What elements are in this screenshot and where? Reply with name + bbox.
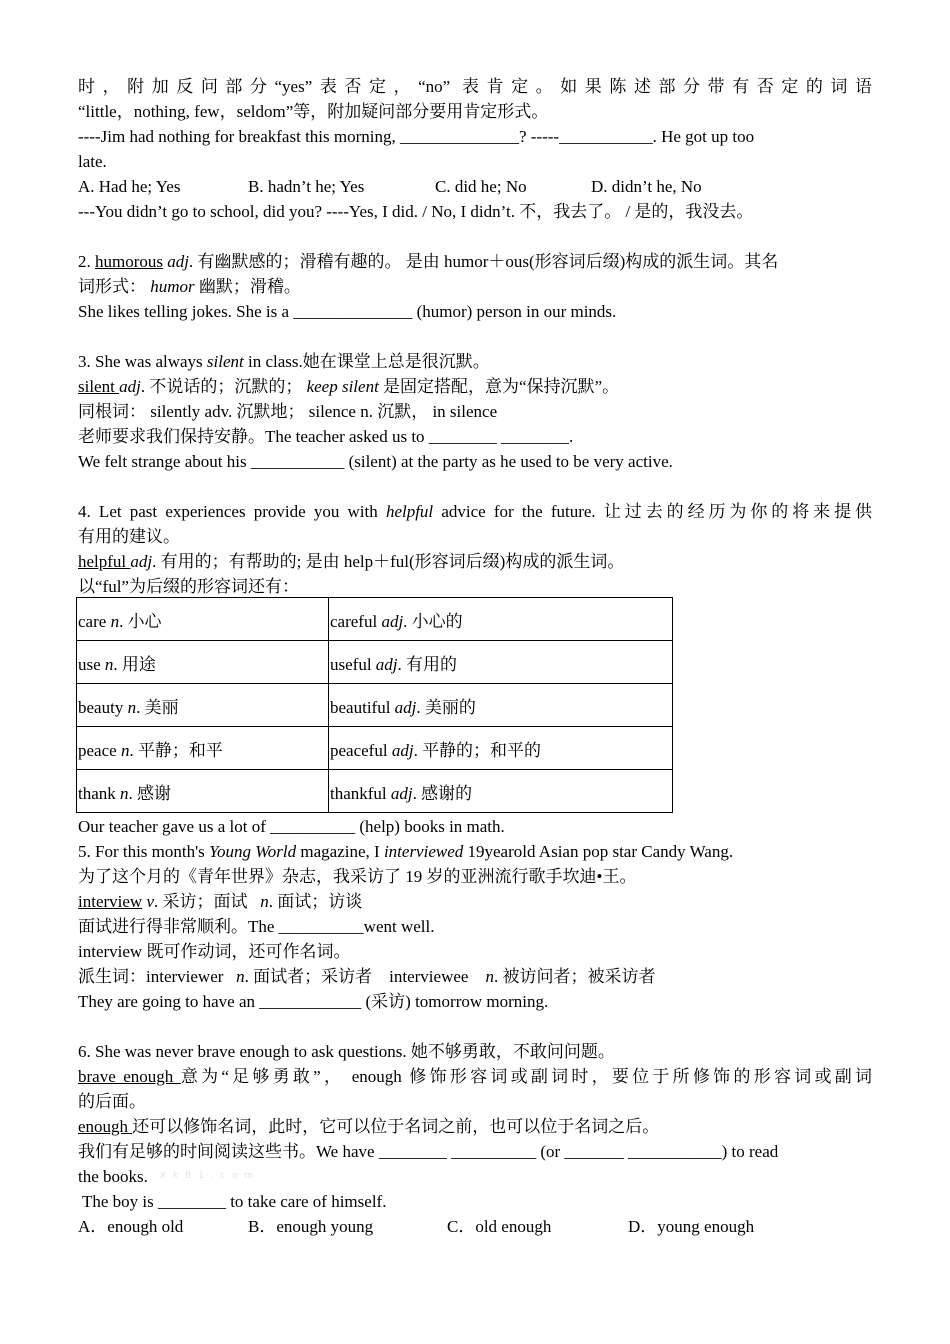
adjective-word: peaceful — [330, 740, 392, 760]
intro-line-2: “little，nothing, few，seldom”等，附加疑问部分要用肯定形式。 — [78, 102, 549, 121]
ful-table-row — [77, 727, 673, 770]
s2-noun-form — [78, 274, 872, 299]
s6-sentence: 6. She was never brave enough to ask questions. 她不够勇敢，不敢问问题。 — [78, 1042, 615, 1061]
noun-cell — [77, 684, 329, 727]
s4-text: 4. Let past experiences provide you with — [78, 502, 386, 521]
adjective-cell — [329, 727, 673, 770]
s2-noun-def: 幽默；滑稽。 — [194, 277, 301, 296]
noun-cell — [77, 727, 329, 770]
s5-deriv-1: 派生词：interviewer — [78, 967, 237, 986]
definition: . 用途 — [113, 654, 156, 674]
adjective-cell — [329, 598, 673, 641]
part-of-speech: adj — [391, 740, 414, 760]
adjective-word: beautiful — [330, 697, 395, 717]
s5-definition — [78, 889, 872, 914]
part-of-speech: adj — [390, 783, 413, 803]
part-of-speech: n — [104, 654, 114, 674]
noun-cell — [77, 598, 329, 641]
s6-exercise-1-cont: the books. — [78, 1167, 148, 1186]
s5-deriv-2-pos: n — [485, 967, 494, 986]
s5-def-v: . 采访；面试 — [154, 892, 261, 911]
adjective-word: useful — [330, 654, 376, 674]
definition: . 有用的 — [397, 654, 458, 674]
s3-exercise-1: 老师要求我们保持安静。The teacher asked us to ________ ________. — [78, 427, 574, 446]
s5-note: interview 既可作动词，还可作名词。 — [78, 942, 351, 961]
s6-def: 意为“足够勇敢”， enough 修饰形容词或副词时，要位于所修饰的形容词或副词 — [180, 1067, 872, 1086]
s4-definition — [78, 549, 872, 574]
adjective-word: thankful — [330, 783, 391, 803]
part-of-speech: adj — [381, 611, 404, 631]
s5-sentence — [78, 839, 872, 864]
s5-pos-n: n — [260, 892, 269, 911]
s3-def: . 不说话的；沉默的； — [140, 377, 303, 396]
ful-suffix-table — [76, 597, 673, 813]
s6-enough-word: enough — [78, 1117, 133, 1136]
s6-option-a: A．enough old — [78, 1217, 184, 1236]
s4-sentence-cont: 有用的建议。 — [78, 527, 180, 546]
s6-enough-def: 还可以修饰名词，此时，它可以位于名词之前，也可以位于名词之后。 — [132, 1117, 660, 1136]
option-c: C. did he; No — [435, 177, 527, 196]
s3-text: 3. She was always — [78, 352, 207, 371]
s3-exercise-2: We felt strange about his ___________ (silent) at the party as he used to be very active. — [78, 452, 673, 471]
s2-exercise: She likes telling jokes. She is a ______________ (humor) person in our minds. — [78, 302, 617, 321]
noun-word: thank — [78, 783, 121, 803]
intro-options — [78, 174, 872, 199]
s5-def-n: . 面试；访谈 — [268, 892, 363, 911]
s2-definition — [78, 249, 872, 274]
intro-example: ---You didn’t go to school, did you? ----Yes, I did. / No, I didn’t. 不，我去了。 / 是的，我没去。 — [78, 202, 754, 221]
option-a: A. Had he; Yes — [78, 177, 181, 196]
s3-phrase: keep silent — [306, 377, 379, 396]
s6-enough-noun — [78, 1114, 872, 1139]
noun-word: care — [78, 611, 111, 631]
option-d: D. didn’t he, No — [591, 177, 702, 196]
intro-line-1: 时，附加反问部分“yes”表否定，“no” 表肯定。如果陈述部分带有否定的词语 — [78, 77, 872, 96]
adjective-cell — [329, 684, 673, 727]
s5-exercise-1: 面试进行得非常顺利。The __________went well. — [78, 917, 435, 936]
noun-word: peace — [78, 740, 121, 760]
s4-sentence — [78, 499, 872, 524]
s6-option-d: D．young enough — [628, 1217, 755, 1236]
noun-word: beauty — [78, 697, 128, 717]
s4-exercise: Our teacher gave us a lot of __________ (help) books in math. — [78, 817, 505, 836]
watermark: X k B 1 . c o m — [160, 1171, 256, 1181]
s2-pos: adj — [167, 252, 189, 271]
s3-text-rest: in class.她在课堂上总是很沉默。 — [243, 352, 490, 371]
s3-pos: adj — [119, 377, 141, 396]
s2-keyword: humorous — [95, 252, 163, 271]
s3-sentence — [78, 349, 872, 374]
s5-deriv-2-def: . 被访问者；被采访者 — [493, 967, 656, 986]
s3-phrase-def: 是固定搭配，意为“保持沉默”。 — [378, 377, 620, 396]
noun-cell — [77, 770, 329, 813]
s2-noun-word: humor — [150, 277, 195, 296]
s4-word: helpful — [78, 552, 131, 571]
s5-word: interview — [78, 892, 143, 911]
ful-table-row — [77, 684, 673, 727]
s4-keyword: helpful — [385, 502, 434, 521]
s5-deriv-1-pos: n — [236, 967, 245, 986]
s5-magazine: Young World — [209, 842, 297, 861]
intro-question-cont: late. — [78, 152, 107, 171]
intro-question: ----Jim had nothing for breakfast this morning, ______________? -----___________. He got up too — [78, 127, 755, 146]
ful-table-row — [77, 598, 673, 641]
part-of-speech: adj — [394, 697, 417, 717]
ful-table-row — [77, 770, 673, 813]
s5-exercise-2: They are going to have an ____________ (采访) tomorrow morning. — [78, 992, 549, 1011]
s5-translation: 为了这个月的《青年世界》杂志，我采访了 19 岁的亚洲流行歌手坎迪•王。 — [78, 867, 637, 886]
s4-text-rest: advice for the future. 让过去的经历为你的将来提供 — [433, 502, 873, 521]
s6-option-b: B．enough young — [248, 1217, 374, 1236]
s4-pos: adj — [130, 552, 153, 571]
ful-table-row — [77, 641, 673, 684]
noun-word: use — [78, 654, 105, 674]
adjective-cell — [329, 770, 673, 813]
adjective-cell — [329, 641, 673, 684]
s3-keyword: silent — [206, 352, 244, 371]
s2-noun-label: 词形式： — [78, 277, 146, 296]
definition: . 小心 — [119, 611, 162, 631]
s2-num: 2. — [78, 252, 95, 271]
definition: . 平静的；和平的 — [413, 740, 542, 760]
definition: . 感谢 — [128, 783, 172, 803]
s3-definition — [78, 374, 872, 399]
s6-exercise-1: 我们有足够的时间阅读这些书。We have ________ __________ (or _______ ___________) to read — [78, 1142, 779, 1161]
noun-cell — [77, 641, 329, 684]
s5-text-mid: magazine, I — [296, 842, 384, 861]
s4-def: . 有用的；有帮助的; 是由 help＋ful(形容词后缀)构成的派生词。 — [152, 552, 625, 571]
s6-definition-cont: 的后面。 — [78, 1092, 146, 1111]
s6-options — [78, 1214, 872, 1239]
s6-option-c: C．old enough — [447, 1217, 552, 1236]
s5-text-rest: 19yearold Asian pop star Candy Wang. — [463, 842, 734, 861]
s5-derivatives — [78, 964, 872, 989]
s4-table-intro: 以“ful”为后缀的形容词还有： — [78, 577, 299, 596]
definition: . 美丽的 — [416, 697, 476, 717]
adjective-word: careful — [330, 611, 382, 631]
part-of-speech: n — [110, 611, 120, 631]
s3-word: silent — [78, 377, 120, 396]
part-of-speech: n — [120, 783, 129, 803]
definition: . 平静；和平 — [129, 740, 223, 760]
part-of-speech: n — [127, 697, 137, 717]
s6-exercise-2: The boy is ________ to take care of himself. — [78, 1192, 387, 1211]
s6-definition — [78, 1064, 872, 1089]
s6-phrase: brave enough — [78, 1067, 181, 1086]
s2-def: . 有幽默感的；滑稽有趣的。 是由 humor＋ous(形容词后缀)构成的派生词。其名 — [188, 252, 779, 271]
s3-cognates: 同根词： silently adv. 沉默地； silence n. 沉默， in silence — [78, 402, 498, 421]
s5-text: 5. For this month's — [78, 842, 210, 861]
part-of-speech: adj — [375, 654, 398, 674]
s5-keyword: interviewed — [383, 842, 464, 861]
definition: . 感谢的 — [412, 783, 473, 803]
part-of-speech: n — [120, 740, 130, 760]
s5-pos-v: v — [146, 892, 154, 911]
option-b: B. hadn’t he; Yes — [248, 177, 365, 196]
definition: . 美丽 — [136, 697, 179, 717]
definition: . 小心的 — [403, 611, 463, 631]
s5-deriv-2: . 面试者；采访者 interviewee — [244, 967, 486, 986]
